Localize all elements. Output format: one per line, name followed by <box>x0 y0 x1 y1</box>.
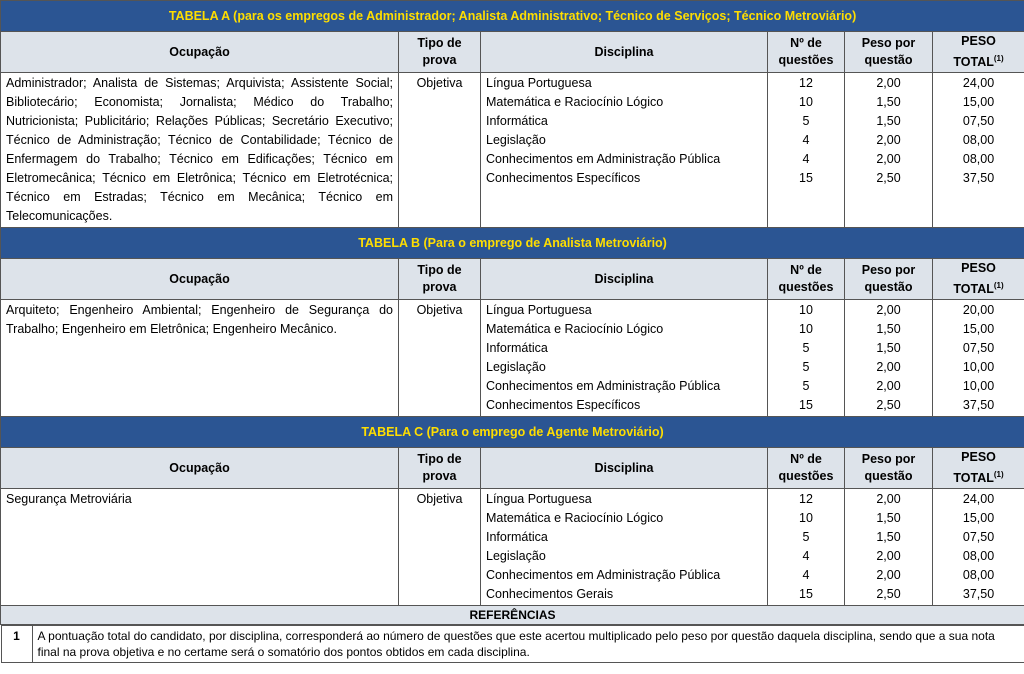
total-item: 15,00 <box>962 95 995 109</box>
total-item: 15,00 <box>962 322 995 336</box>
questoes-item: 5 <box>802 341 810 355</box>
header-peso-questao <box>845 32 933 73</box>
header-total-line2-wrap <box>938 50 1019 71</box>
questoes-item: 10 <box>799 303 813 317</box>
peso-item: 2,00 <box>876 76 901 90</box>
header-peso-questao <box>845 448 933 489</box>
header-total-line2-wrap <box>938 466 1019 487</box>
disciplina-item: Informática <box>486 341 548 355</box>
disciplina-item: Matemática e Raciocínio Lógico <box>486 322 664 336</box>
peso-item: 1,50 <box>876 114 901 128</box>
table-a-peso <box>845 73 933 228</box>
questoes-item: 10 <box>799 95 813 109</box>
header-disciplina: Disciplina <box>481 448 768 489</box>
table-c-header-row <box>1 448 1024 489</box>
disciplina-item: Legislação <box>486 133 546 147</box>
disciplina-item: Legislação <box>486 549 546 563</box>
table-c-questoes <box>768 489 845 606</box>
table-b-ocupacao: Arquiteto; Engenheiro Ambiental; Engenheiro de Segurança do Trabalho; Engenheiro em Eletrônica; Engenheiro Mecânico. <box>1 300 399 417</box>
header-tipo-line2: prova <box>422 280 457 294</box>
table-a-title: TABELA A (para os empregos de Administrador; Analista Administrativo; Técnico de Serviços; Técnico Metroviário) <box>1 1 1024 32</box>
header-total-line1: PESO <box>961 449 996 464</box>
peso-item: 1,50 <box>876 511 901 525</box>
table-b-disciplinas <box>481 300 768 417</box>
header-peso-line1: Peso por <box>861 263 916 277</box>
peso-item: 2,00 <box>876 360 901 374</box>
total-item: 10,00 <box>962 360 995 374</box>
questoes-item: 12 <box>799 492 813 506</box>
table-b-header-row <box>1 259 1024 300</box>
table-a-questoes <box>768 73 845 228</box>
disciplina-item: Conhecimentos Específicos <box>486 398 641 412</box>
header-num-questoes <box>768 448 845 489</box>
header-tipo-prova <box>399 259 481 300</box>
questoes-item: 5 <box>802 530 810 544</box>
referencia-text: A pontuação total do candidato, por disciplina, corresponderá ao número de questões que este acertou multiplicado pelo peso por questão daquela disciplina, sendo que a sua nota final na prova objetiva e no certame será o somatório dos pontos obtidos em cada disciplina. <box>32 626 1024 663</box>
header-disciplina: Disciplina <box>481 259 768 300</box>
header-peso-line1: Peso por <box>861 36 916 50</box>
footnote-ref: (1) <box>993 469 1004 479</box>
peso-item: 1,50 <box>876 530 901 544</box>
disciplina-item: Matemática e Raciocínio Lógico <box>486 511 664 525</box>
total-item: 07,50 <box>962 341 995 355</box>
referencia-inner-table <box>1 625 1024 663</box>
header-peso-line1: Peso por <box>861 452 916 466</box>
table-b-body-row <box>1 300 1024 417</box>
disciplina-item: Língua Portuguesa <box>486 492 592 506</box>
disciplina-item: Conhecimentos Gerais <box>486 587 614 601</box>
questoes-item: 5 <box>802 379 810 393</box>
header-tipo-line1: Tipo de <box>417 36 462 50</box>
table-b-questoes <box>768 300 845 417</box>
disciplina-item: Conhecimentos em Administração Pública <box>486 568 721 582</box>
weights-table-body <box>1 1 1024 664</box>
header-num-line1: Nº de <box>790 36 822 50</box>
disciplina-item: Conhecimentos em Administração Pública <box>486 152 721 166</box>
referencias-title: REFERÊNCIAS <box>1 606 1024 625</box>
header-peso-total <box>933 448 1024 489</box>
header-peso-total <box>933 259 1024 300</box>
header-ocupacao: Ocupação <box>1 32 399 73</box>
table-b-tipo: Objetiva <box>399 300 481 417</box>
header-peso-questao <box>845 259 933 300</box>
total-item: 10,00 <box>962 379 995 393</box>
header-peso-line2: questão <box>864 53 913 67</box>
total-item: 08,00 <box>962 549 995 563</box>
total-item: 24,00 <box>962 492 995 506</box>
referencia-wrap <box>1 625 1024 664</box>
total-item: 20,00 <box>962 303 995 317</box>
table-c-peso <box>845 489 933 606</box>
disciplina-item: Legislação <box>486 360 546 374</box>
total-item: 24,00 <box>962 76 995 90</box>
header-total-line1: PESO <box>961 33 996 48</box>
header-num-line2: questões <box>778 469 834 483</box>
questoes-item: 5 <box>802 360 810 374</box>
disciplina-item: Informática <box>486 114 548 128</box>
total-item: 07,50 <box>962 530 995 544</box>
referencia-row <box>1 625 1024 664</box>
questoes-item: 15 <box>799 587 813 601</box>
disciplina-item: Informática <box>486 530 548 544</box>
referencias-title-row <box>1 606 1024 625</box>
table-c-title-row <box>1 417 1024 448</box>
header-total-line2: TOTAL <box>953 55 994 70</box>
table-b-peso <box>845 300 933 417</box>
questoes-item: 15 <box>799 398 813 412</box>
table-c-disciplinas <box>481 489 768 606</box>
header-tipo-prova <box>399 448 481 489</box>
header-disciplina: Disciplina <box>481 32 768 73</box>
header-total-line2: TOTAL <box>953 282 994 297</box>
table-a-disciplinas <box>481 73 768 228</box>
peso-item: 2,00 <box>876 492 901 506</box>
peso-item: 2,50 <box>876 171 901 185</box>
peso-item: 2,00 <box>876 379 901 393</box>
header-peso-total <box>933 32 1024 73</box>
total-item: 37,50 <box>962 171 995 185</box>
peso-item: 2,50 <box>876 587 901 601</box>
table-a-body-row <box>1 73 1024 228</box>
total-item: 08,00 <box>962 568 995 582</box>
header-tipo-line1: Tipo de <box>417 263 462 277</box>
peso-item: 2,00 <box>876 549 901 563</box>
table-a-ocupacao: Administrador; Analista de Sistemas; Arquivista; Assistente Social; Bibliotecário; Economista; Jornalista; Médico do Trabalho; Nutricionista; Publicitário; Relações Públicas; Secretário Executivo; Técnico de Administração; Técnico de Contabilidade; Técnico de Enfermagem do Trabalho; Técnico em Edificações; Técnico em Eletromecânica; Técnico em Eletrônica; Técnico em Eletrotécnica; Técnico em Estradas; Técnico em Mecânica; Técnico em Telecomunicações. <box>1 73 399 228</box>
peso-item: 1,50 <box>876 95 901 109</box>
table-b-total <box>933 300 1024 417</box>
disciplina-item: Conhecimentos Específicos <box>486 171 641 185</box>
header-num-line1: Nº de <box>790 452 822 466</box>
peso-item: 2,50 <box>876 398 901 412</box>
questoes-item: 4 <box>802 133 810 147</box>
disciplina-item: Matemática e Raciocínio Lógico <box>486 95 664 109</box>
disciplina-item: Língua Portuguesa <box>486 303 592 317</box>
header-num-questoes <box>768 259 845 300</box>
header-ocupacao: Ocupação <box>1 259 399 300</box>
questoes-item: 4 <box>802 549 810 563</box>
table-c-body-row <box>1 489 1024 606</box>
header-ocupacao: Ocupação <box>1 448 399 489</box>
disciplina-item: Língua Portuguesa <box>486 76 592 90</box>
peso-item: 1,50 <box>876 322 901 336</box>
total-item: 37,50 <box>962 587 995 601</box>
footnote-ref: (1) <box>993 280 1004 290</box>
header-peso-line2: questão <box>864 280 913 294</box>
peso-item: 2,00 <box>876 568 901 582</box>
header-num-line2: questões <box>778 53 834 67</box>
total-item: 08,00 <box>962 152 995 166</box>
table-a-title-row <box>1 1 1024 32</box>
table-b-title-row <box>1 228 1024 259</box>
total-item: 15,00 <box>962 511 995 525</box>
questoes-item: 10 <box>799 511 813 525</box>
header-num-line2: questões <box>778 280 834 294</box>
questoes-item: 12 <box>799 76 813 90</box>
header-tipo-line2: prova <box>422 53 457 67</box>
header-total-line2-wrap <box>938 277 1019 298</box>
header-tipo-prova <box>399 32 481 73</box>
total-item: 08,00 <box>962 133 995 147</box>
header-num-line1: Nº de <box>790 263 822 277</box>
header-tipo-line1: Tipo de <box>417 452 462 466</box>
questoes-item: 4 <box>802 152 810 166</box>
peso-item: 2,00 <box>876 303 901 317</box>
header-num-questoes <box>768 32 845 73</box>
table-a-tipo: Objetiva <box>399 73 481 228</box>
questoes-item: 5 <box>802 114 810 128</box>
table-c-ocupacao: Segurança Metroviária <box>1 489 399 606</box>
table-c-tipo: Objetiva <box>399 489 481 606</box>
table-c-total <box>933 489 1024 606</box>
peso-item: 2,00 <box>876 133 901 147</box>
header-total-line1: PESO <box>961 260 996 275</box>
header-total-line2: TOTAL <box>953 471 994 486</box>
table-a-total <box>933 73 1024 228</box>
peso-item: 1,50 <box>876 341 901 355</box>
total-item: 07,50 <box>962 114 995 128</box>
questoes-item: 4 <box>802 568 810 582</box>
header-peso-line2: questão <box>864 469 913 483</box>
table-b-title: TABELA B (Para o emprego de Analista Metroviário) <box>1 228 1024 259</box>
table-c-title: TABELA C (Para o emprego de Agente Metroviário) <box>1 417 1024 448</box>
header-tipo-line2: prova <box>422 469 457 483</box>
table-a-header-row <box>1 32 1024 73</box>
referencia-number: 1 <box>1 626 32 663</box>
disciplina-item: Conhecimentos em Administração Pública <box>486 379 721 393</box>
peso-item: 2,00 <box>876 152 901 166</box>
footnote-ref: (1) <box>993 53 1004 63</box>
total-item: 37,50 <box>962 398 995 412</box>
questoes-item: 15 <box>799 171 813 185</box>
questoes-item: 10 <box>799 322 813 336</box>
